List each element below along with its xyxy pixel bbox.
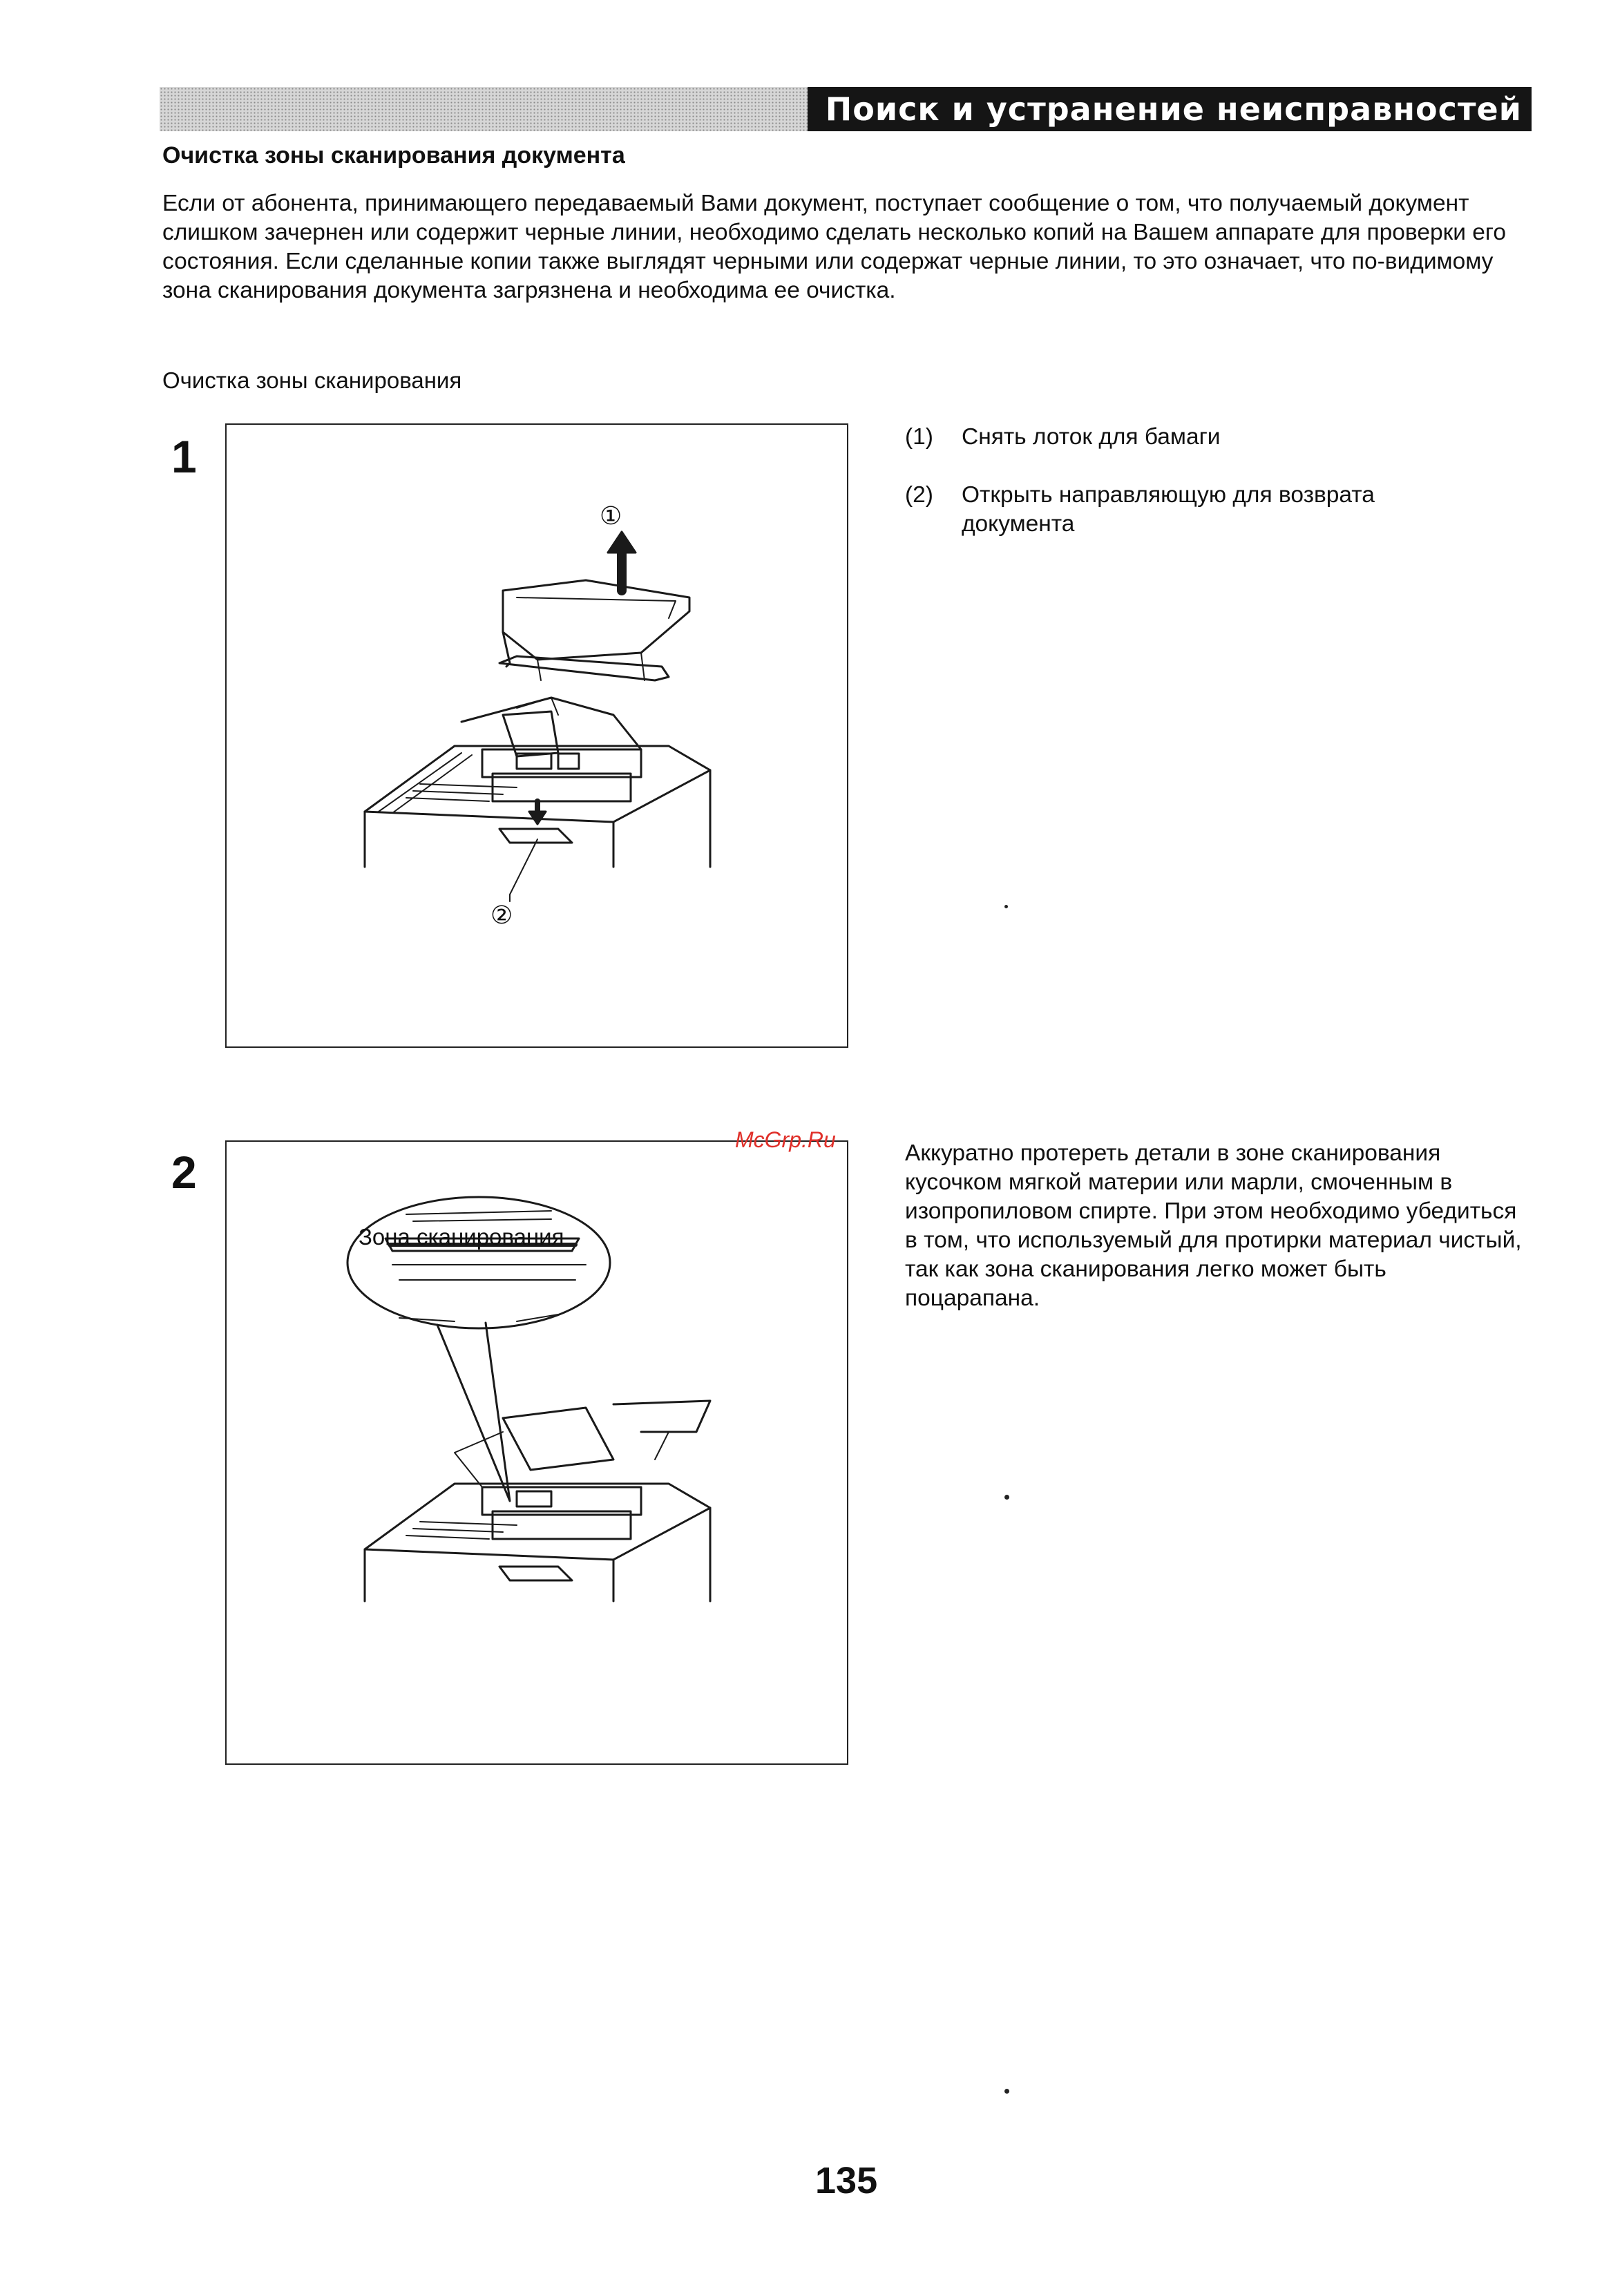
header-title: Поиск и устранение неисправностей	[808, 87, 1532, 131]
intro-paragraph: Если от абонента, принимающего передаваемый Вами документ, поступает сообщение о том, что получаемый документ слишком зачернен или содержит черные линии, необходимо сделать несколько копий на Вашем аппарате для проверки его состояния. Если сделанные копии также выглядят черными или содержат черные линии, то это означает, что по-видимому зона сканирования документа загрязнена и необходима ее очистка.	[162, 191, 1507, 303]
instruction-2-text: Открыть направляющую для возврата документа	[962, 482, 1375, 537]
callout-1: ①	[600, 502, 622, 530]
step-1-figure	[225, 423, 848, 1048]
section-title: Очистка зоны сканирования документа	[162, 142, 625, 169]
scan-speck	[1004, 1495, 1009, 1500]
subheading: Очистка зоны сканирования	[162, 367, 462, 393]
step-1-number: 1	[171, 431, 197, 482]
watermark: McGrp.Ru	[735, 1127, 836, 1152]
step-2-figure	[225, 1140, 848, 1765]
instruction-2	[905, 481, 1527, 539]
callout-2: ②	[490, 901, 513, 930]
instruction-1-number: (1)	[905, 424, 933, 450]
scan-zone-label: Зона сканирования	[359, 1224, 564, 1250]
instruction-1	[905, 423, 1527, 452]
step-2-text: Аккуратно протереть детали в зоне сканирования кусочком мягкой материи или марли, смоченным в изопропиловом спирте. При этом необходимо убедиться в том, что используемый для протирки материал чистый, так как зона сканирования легко может быть поцарапана.	[905, 1140, 1522, 1311]
fax-open-tray-illustration	[227, 425, 848, 1048]
header-bar	[160, 87, 1532, 131]
step-2-number: 2	[171, 1147, 197, 1198]
instruction-1-text: Снять лоток для бамаги	[962, 424, 1221, 450]
scan-speck	[1004, 905, 1008, 908]
page-number: 135	[815, 2160, 878, 2201]
scan-speck	[1004, 2089, 1009, 2094]
instruction-2-number: (2)	[905, 482, 933, 508]
